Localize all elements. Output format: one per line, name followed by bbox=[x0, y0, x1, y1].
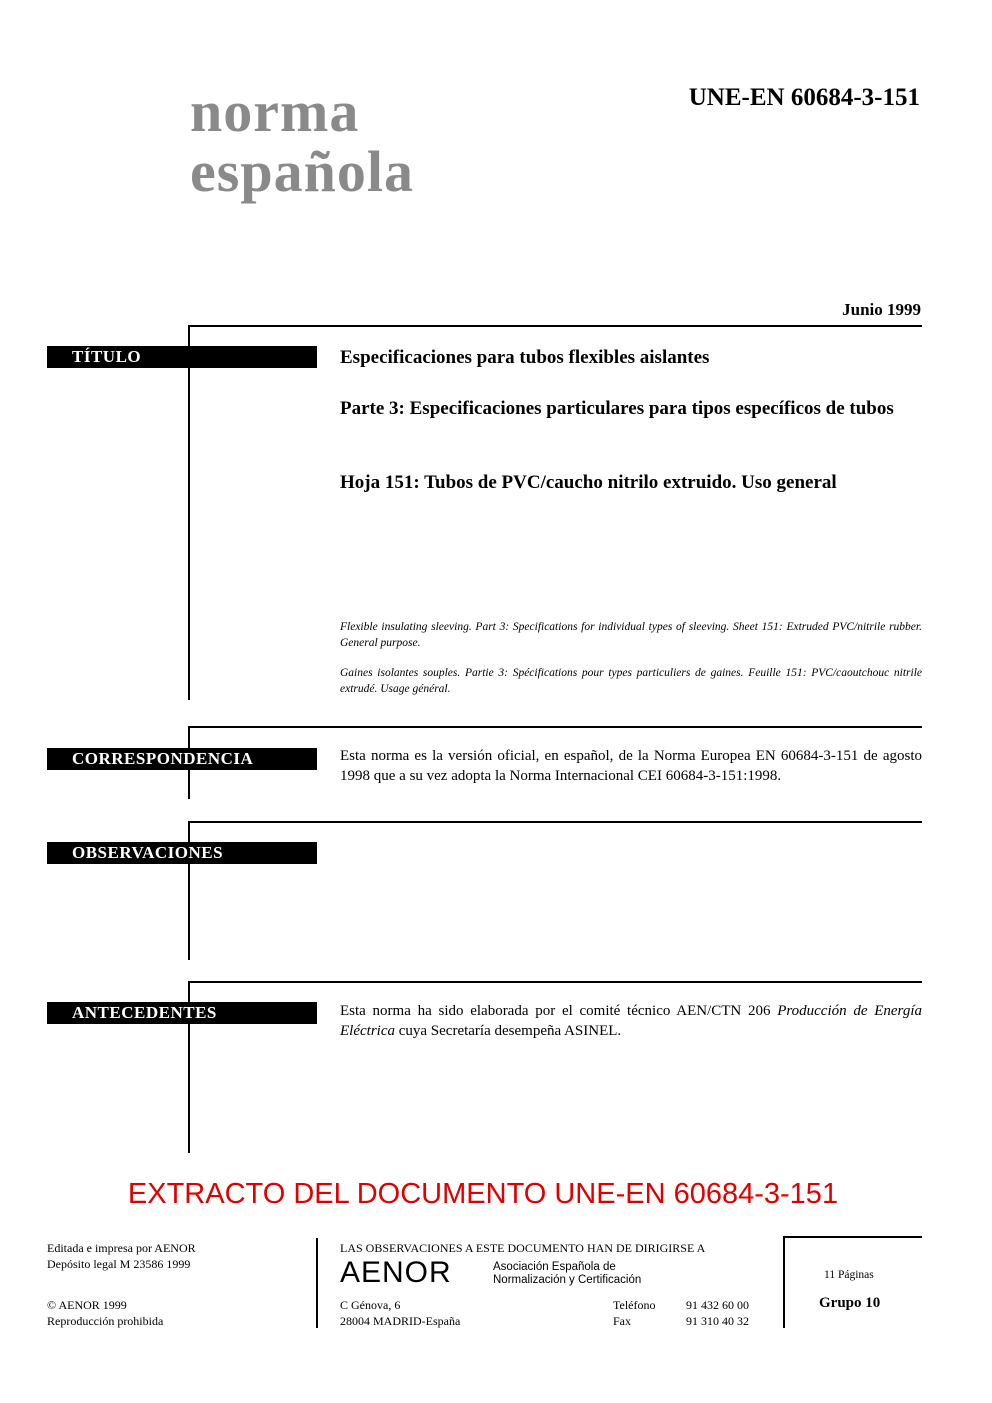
brand-line-1: norma bbox=[190, 79, 360, 144]
antecedentes-text bbox=[340, 1001, 922, 1041]
legal-deposit: Depósito legal M 23586 1999 bbox=[47, 1257, 191, 1271]
section-label-correspondencia: CORRESPONDENCIA bbox=[47, 748, 317, 770]
contact-numbers bbox=[686, 1297, 749, 1329]
extract-notice: EXTRACTO DEL DOCUMENTO UNE-EN 60684-3-151 bbox=[127, 1178, 839, 1210]
aenor-address bbox=[340, 1297, 460, 1329]
section-label-titulo: TÍTULO bbox=[47, 346, 317, 368]
standard-code: UNE-EN 60684-3-151 bbox=[688, 84, 920, 111]
aenor-logo: AENOR bbox=[340, 1256, 452, 1289]
divider-correspondencia bbox=[188, 726, 922, 728]
section-label-observaciones: OBSERVACIONES bbox=[47, 842, 317, 864]
price-group: Grupo 10 bbox=[819, 1295, 881, 1311]
correspondencia-text: Esta norma es la versión oficial, en español, de la Norma Europea EN 60684-3-151 de agosto 1998 que a su vez adopta la Norma Internacional CEI 60684-3-151:1998. bbox=[340, 748, 922, 784]
aenor-fullname bbox=[493, 1261, 641, 1287]
divider-antecedentes bbox=[188, 981, 922, 983]
title-main: Especificaciones para tubos flexibles aislantes bbox=[340, 347, 710, 368]
address-street: C Génova, 6 bbox=[340, 1298, 401, 1312]
reproduction-notice: Reproducción prohibida bbox=[47, 1314, 164, 1328]
phone-number: 91 432 60 00 bbox=[686, 1298, 749, 1312]
contact-labels bbox=[613, 1297, 655, 1329]
aenor-name-line-1: Asociación Española de bbox=[493, 1261, 616, 1273]
vertical-rule-titulo bbox=[188, 325, 190, 700]
fax-label: Fax bbox=[613, 1314, 631, 1328]
edited-by: Editada e impresa por AENOR bbox=[47, 1241, 196, 1255]
address-city: 28004 MADRID-España bbox=[340, 1314, 461, 1328]
page-count: 11 Páginas bbox=[824, 1269, 874, 1281]
title-part: Parte 3: Especificaciones particulares para tipos específicos de tubos bbox=[340, 398, 894, 419]
footer-publisher bbox=[47, 1240, 196, 1272]
fax-number: 91 310 40 32 bbox=[686, 1314, 749, 1328]
divider-titulo bbox=[188, 325, 922, 327]
section-label-antecedentes: ANTECEDENTES bbox=[47, 1002, 317, 1024]
brand-line-2: española bbox=[190, 139, 414, 204]
footer-divider-left bbox=[316, 1238, 318, 1328]
antecedentes-committee-name: Producción de Energía Eléctrica bbox=[340, 1003, 923, 1039]
antecedentes-text-start: Esta norma ha sido elaborada por el comité técnico AEN/CTN 206 bbox=[340, 1003, 778, 1019]
brand-wordmark bbox=[190, 79, 414, 204]
publication-date: Junio 1999 bbox=[842, 300, 921, 319]
divider-observaciones bbox=[188, 821, 922, 823]
copyright: © AENOR 1999 bbox=[47, 1298, 127, 1312]
phone-label: Teléfono bbox=[613, 1298, 656, 1312]
observations-note: LAS OBSERVACIONES A ESTE DOCUMENTO HAN DE DIRIGIRSE A bbox=[340, 1241, 706, 1255]
aenor-name-line-2: Normalización y Certificación bbox=[493, 1274, 642, 1286]
pages-box-left-rule bbox=[783, 1236, 785, 1328]
pages-box-top-rule bbox=[783, 1236, 922, 1238]
antecedentes-text-end: cuya Secretaría desempeña ASINEL. bbox=[394, 1023, 622, 1039]
title-sheet: Hoja 151: Tubos de PVC/caucho nitrilo extruido. Uso general bbox=[340, 472, 837, 493]
title-french: Gaines isolantes souples. Partie 3: Spécifications pour types particuliers de gaines. Feuille 151: PVC/caoutchouc nitrile extrudé. Usage général. bbox=[340, 667, 922, 695]
footer-copyright bbox=[47, 1297, 163, 1329]
title-english: Flexible insulating sleeving. Part 3: Specifications for individual types of sleeving. Sheet 151: Extruded PVC/nitrile rubber. General purpose. bbox=[340, 621, 922, 649]
